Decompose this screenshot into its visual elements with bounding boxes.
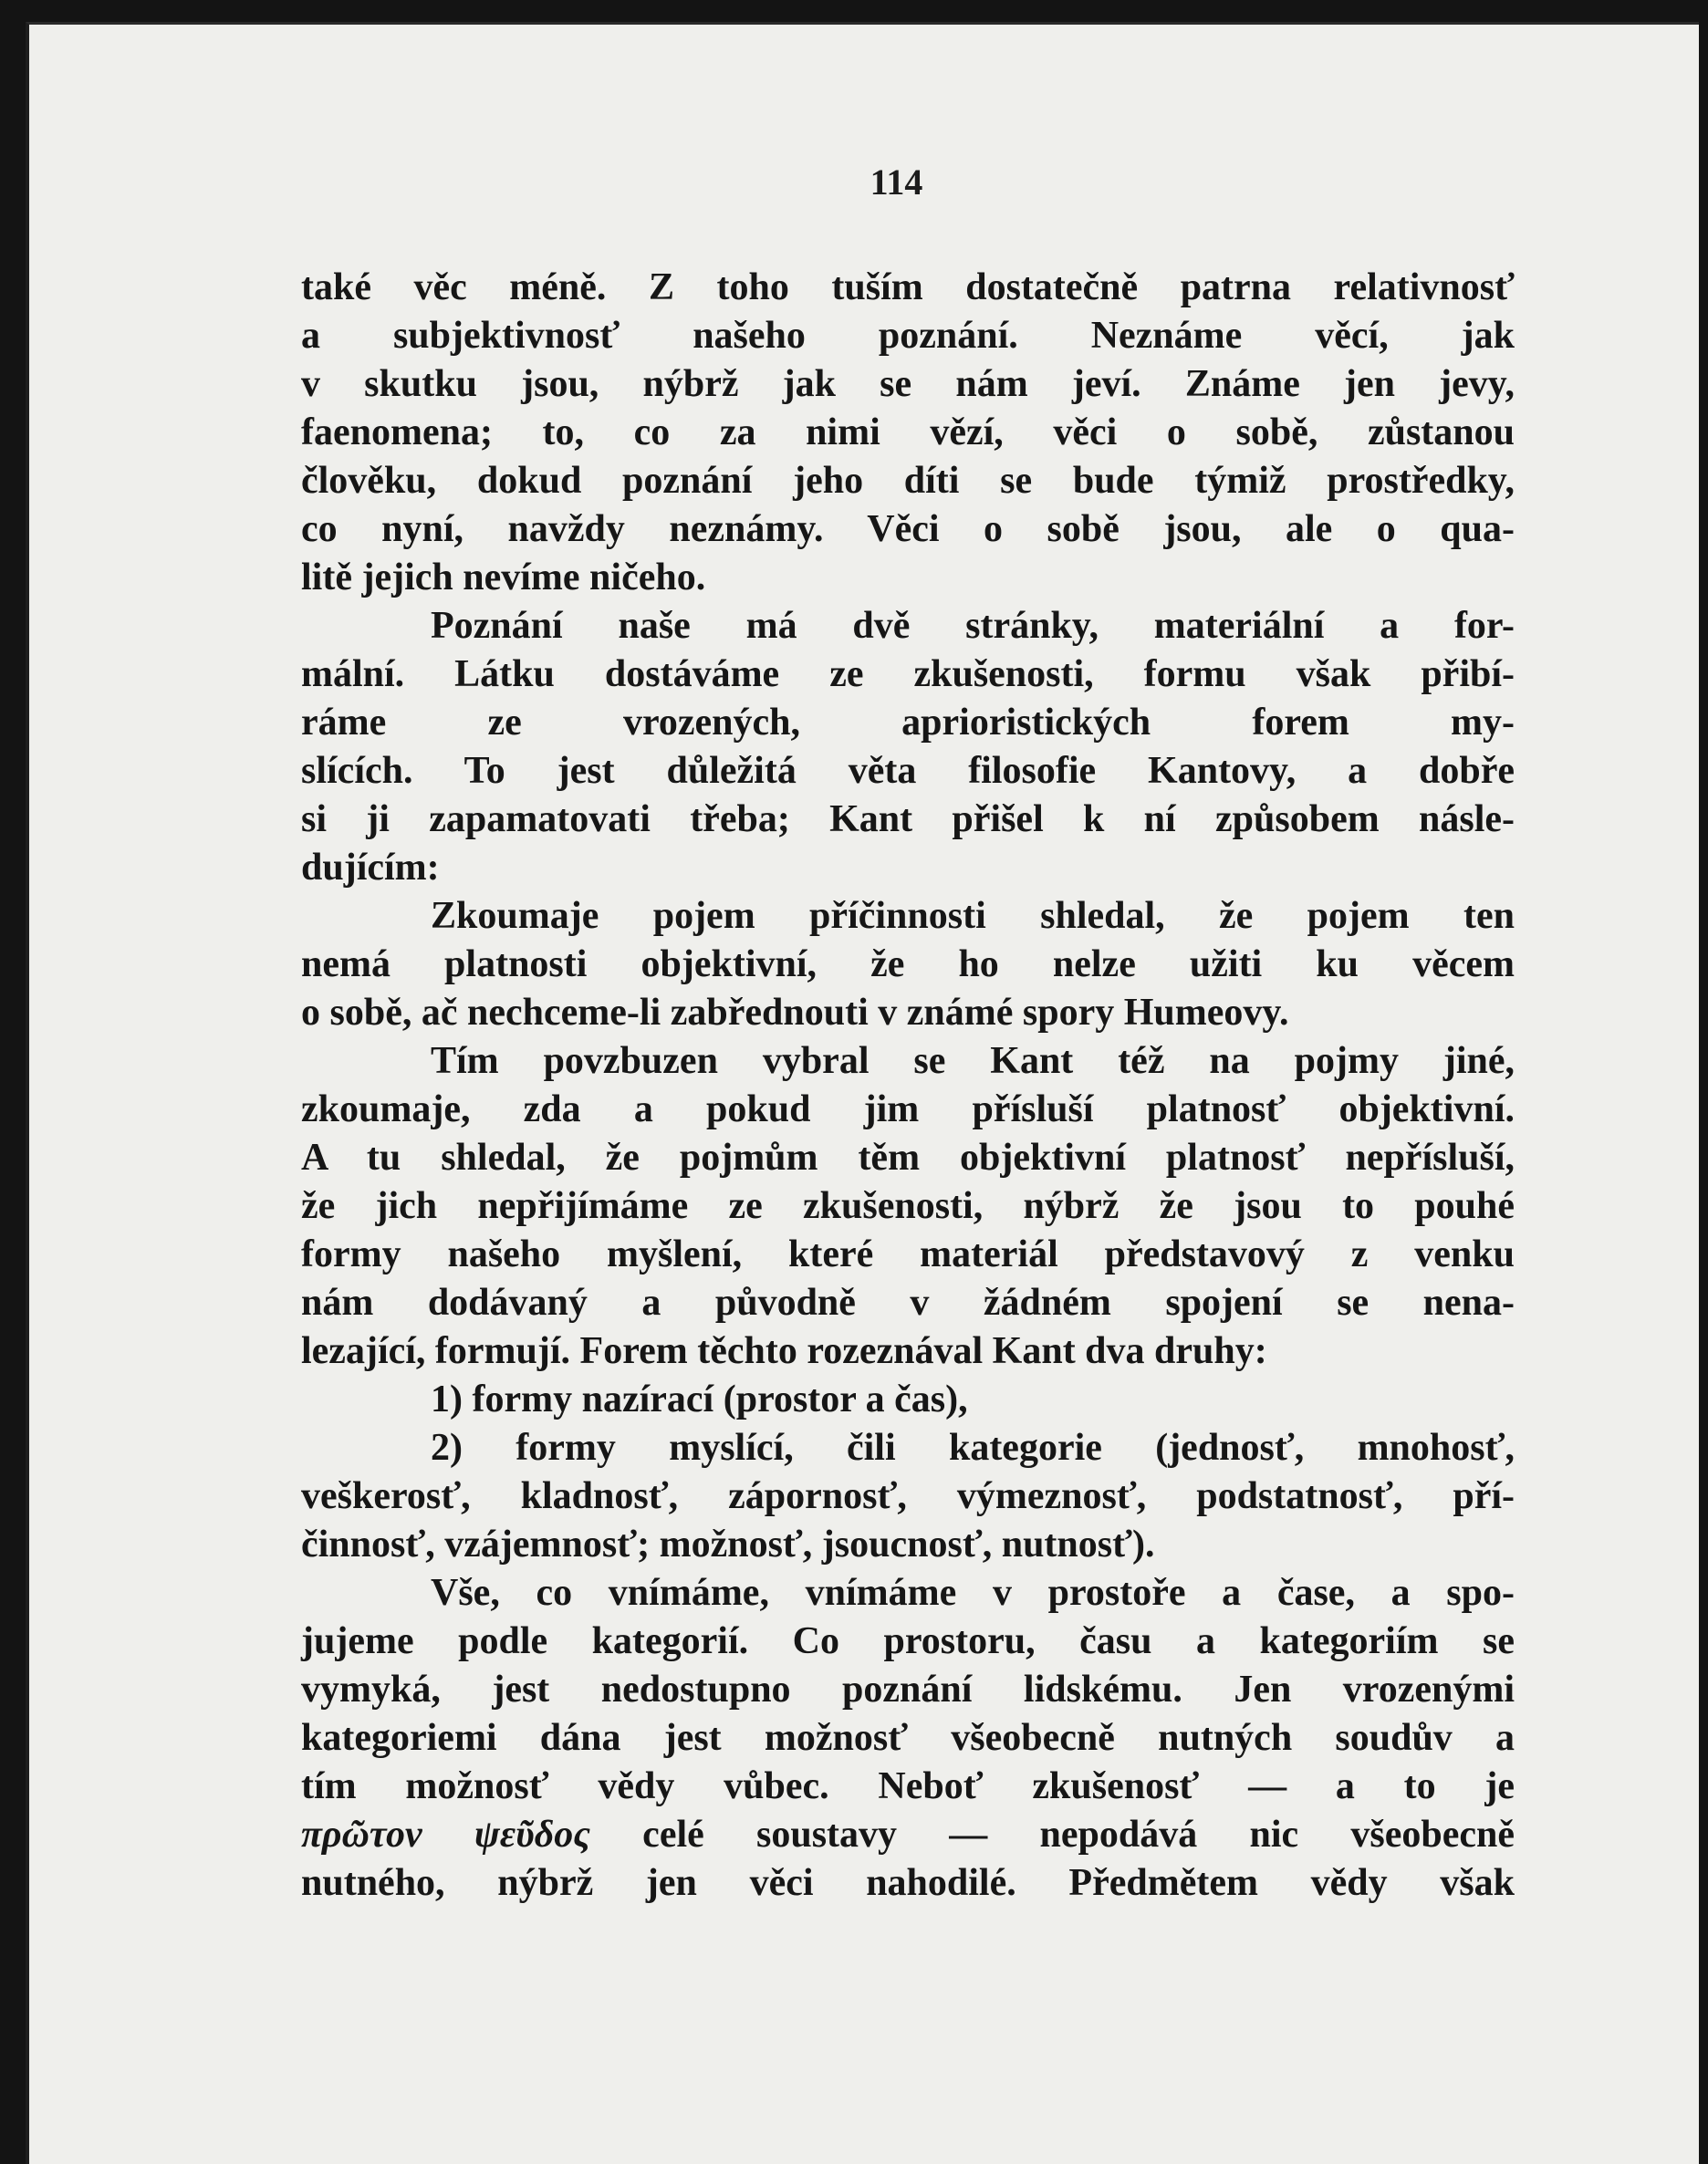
text-line: mální. Látku dostáváme ze zkušenosti, formu však přibí-	[301, 653, 1515, 695]
text-line: nám dodávaný a původně v žádném spojení se nena-	[301, 1282, 1515, 1324]
text-line: nutného, nýbrž jen věci nahodilé. Předmětem vědy však	[301, 1862, 1515, 1904]
text-line: lezající, formují. Forem těchto rozeznával Kant dva druhy:	[301, 1330, 1267, 1372]
text-line: o sobě, ač nechceme-li zabřednouti v známé spory Humeovy.	[301, 992, 1289, 1034]
text-line: dujícím:	[301, 847, 440, 889]
text-line: činnosť, vzájemnosť; možnosť, jsoucnosť, nutnosť).	[301, 1524, 1155, 1566]
greek-phrase: πρῶτον ψεῦδος	[301, 1814, 590, 1856]
text-line: vymyká, jest nedostupno poznání lidskému. Jen vrozenými	[301, 1669, 1515, 1711]
text-line: 1) formy nazírací (prostor a čas),	[431, 1379, 968, 1420]
text-line: kategoriemi dána jest možnosť všeobecně nutných soudův a	[301, 1717, 1515, 1759]
text-line: si ji zapamatovati třeba; Kant přišel k ní způsobem násle-	[301, 798, 1515, 840]
text-line	[301, 1811, 1515, 1859]
text-line: slících. To jest důležitá věta filosofie Kantovy, a dobře	[301, 750, 1515, 792]
text-line: Poznání naše má dvě stránky, materiální a for-	[431, 605, 1515, 647]
text-line: 2) formy myslící, čili kategorie (jednosť, mnohosť,	[431, 1427, 1515, 1469]
body-text	[301, 264, 1515, 1908]
text-line: Zkoumaje pojem příčinnosti shledal, že pojem ten	[431, 895, 1515, 937]
text-line: také věc méně. Z toho tuším dostatečně patrna relativnosť	[301, 266, 1515, 308]
text-line: jujeme podle kategorií. Co prostoru, času a kategoriím se	[301, 1620, 1515, 1662]
text-line: veškerosť, kladnosť, zápornosť, výmeznosť, podstatnosť, pří-	[301, 1475, 1515, 1517]
text-line: ráme ze vrozených, aprioristických forem my-	[301, 702, 1515, 744]
text-line: a subjektivnosť našeho poznání. Neznáme věcí, jak	[301, 315, 1515, 357]
text-line: zkoumaje, zda a pokud jim přísluší platnosť objektivní.	[301, 1088, 1515, 1130]
text-line: v skutku jsou, nýbrž jak se nám jeví. Známe jen jevy,	[301, 363, 1515, 405]
text-line: Tím povzbuzen vybral se Kant též na pojmy jiné,	[431, 1040, 1515, 1082]
text-line-rest: celé soustavy — nepodává nic všeobecně	[589, 1814, 1515, 1856]
text-line: člověku, dokud poznání jeho díti se bude týmiž prostředky,	[301, 460, 1515, 502]
text-line: že jich nepřijímáme ze zkušenosti, nýbrž že jsou to pouhé	[301, 1185, 1515, 1227]
text-line: formy našeho myšlení, které materiál představový z venku	[301, 1233, 1515, 1275]
text-line: litě jejich nevíme ničeho.	[301, 557, 706, 598]
text-line: A tu shledal, že pojmům těm objektivní platnosť nepřísluší,	[301, 1137, 1515, 1179]
text-line: tím možnosť vědy vůbec. Neboť zkušenosť — a to je	[301, 1765, 1515, 1807]
text-line: Vše, co vnímáme, vnímáme v prostoře a čase, a spo-	[431, 1572, 1515, 1614]
text-line: nemá platnosti objektivní, že ho nelze užiti ku věcem	[301, 943, 1515, 985]
page-number: 114	[870, 161, 923, 203]
text-line: co nyní, navždy neznámy. Věci o sobě jsou, ale o qua-	[301, 508, 1515, 550]
text-line: faenomena; to, co za nimi vězí, věci o sobě, zůstanou	[301, 411, 1515, 453]
